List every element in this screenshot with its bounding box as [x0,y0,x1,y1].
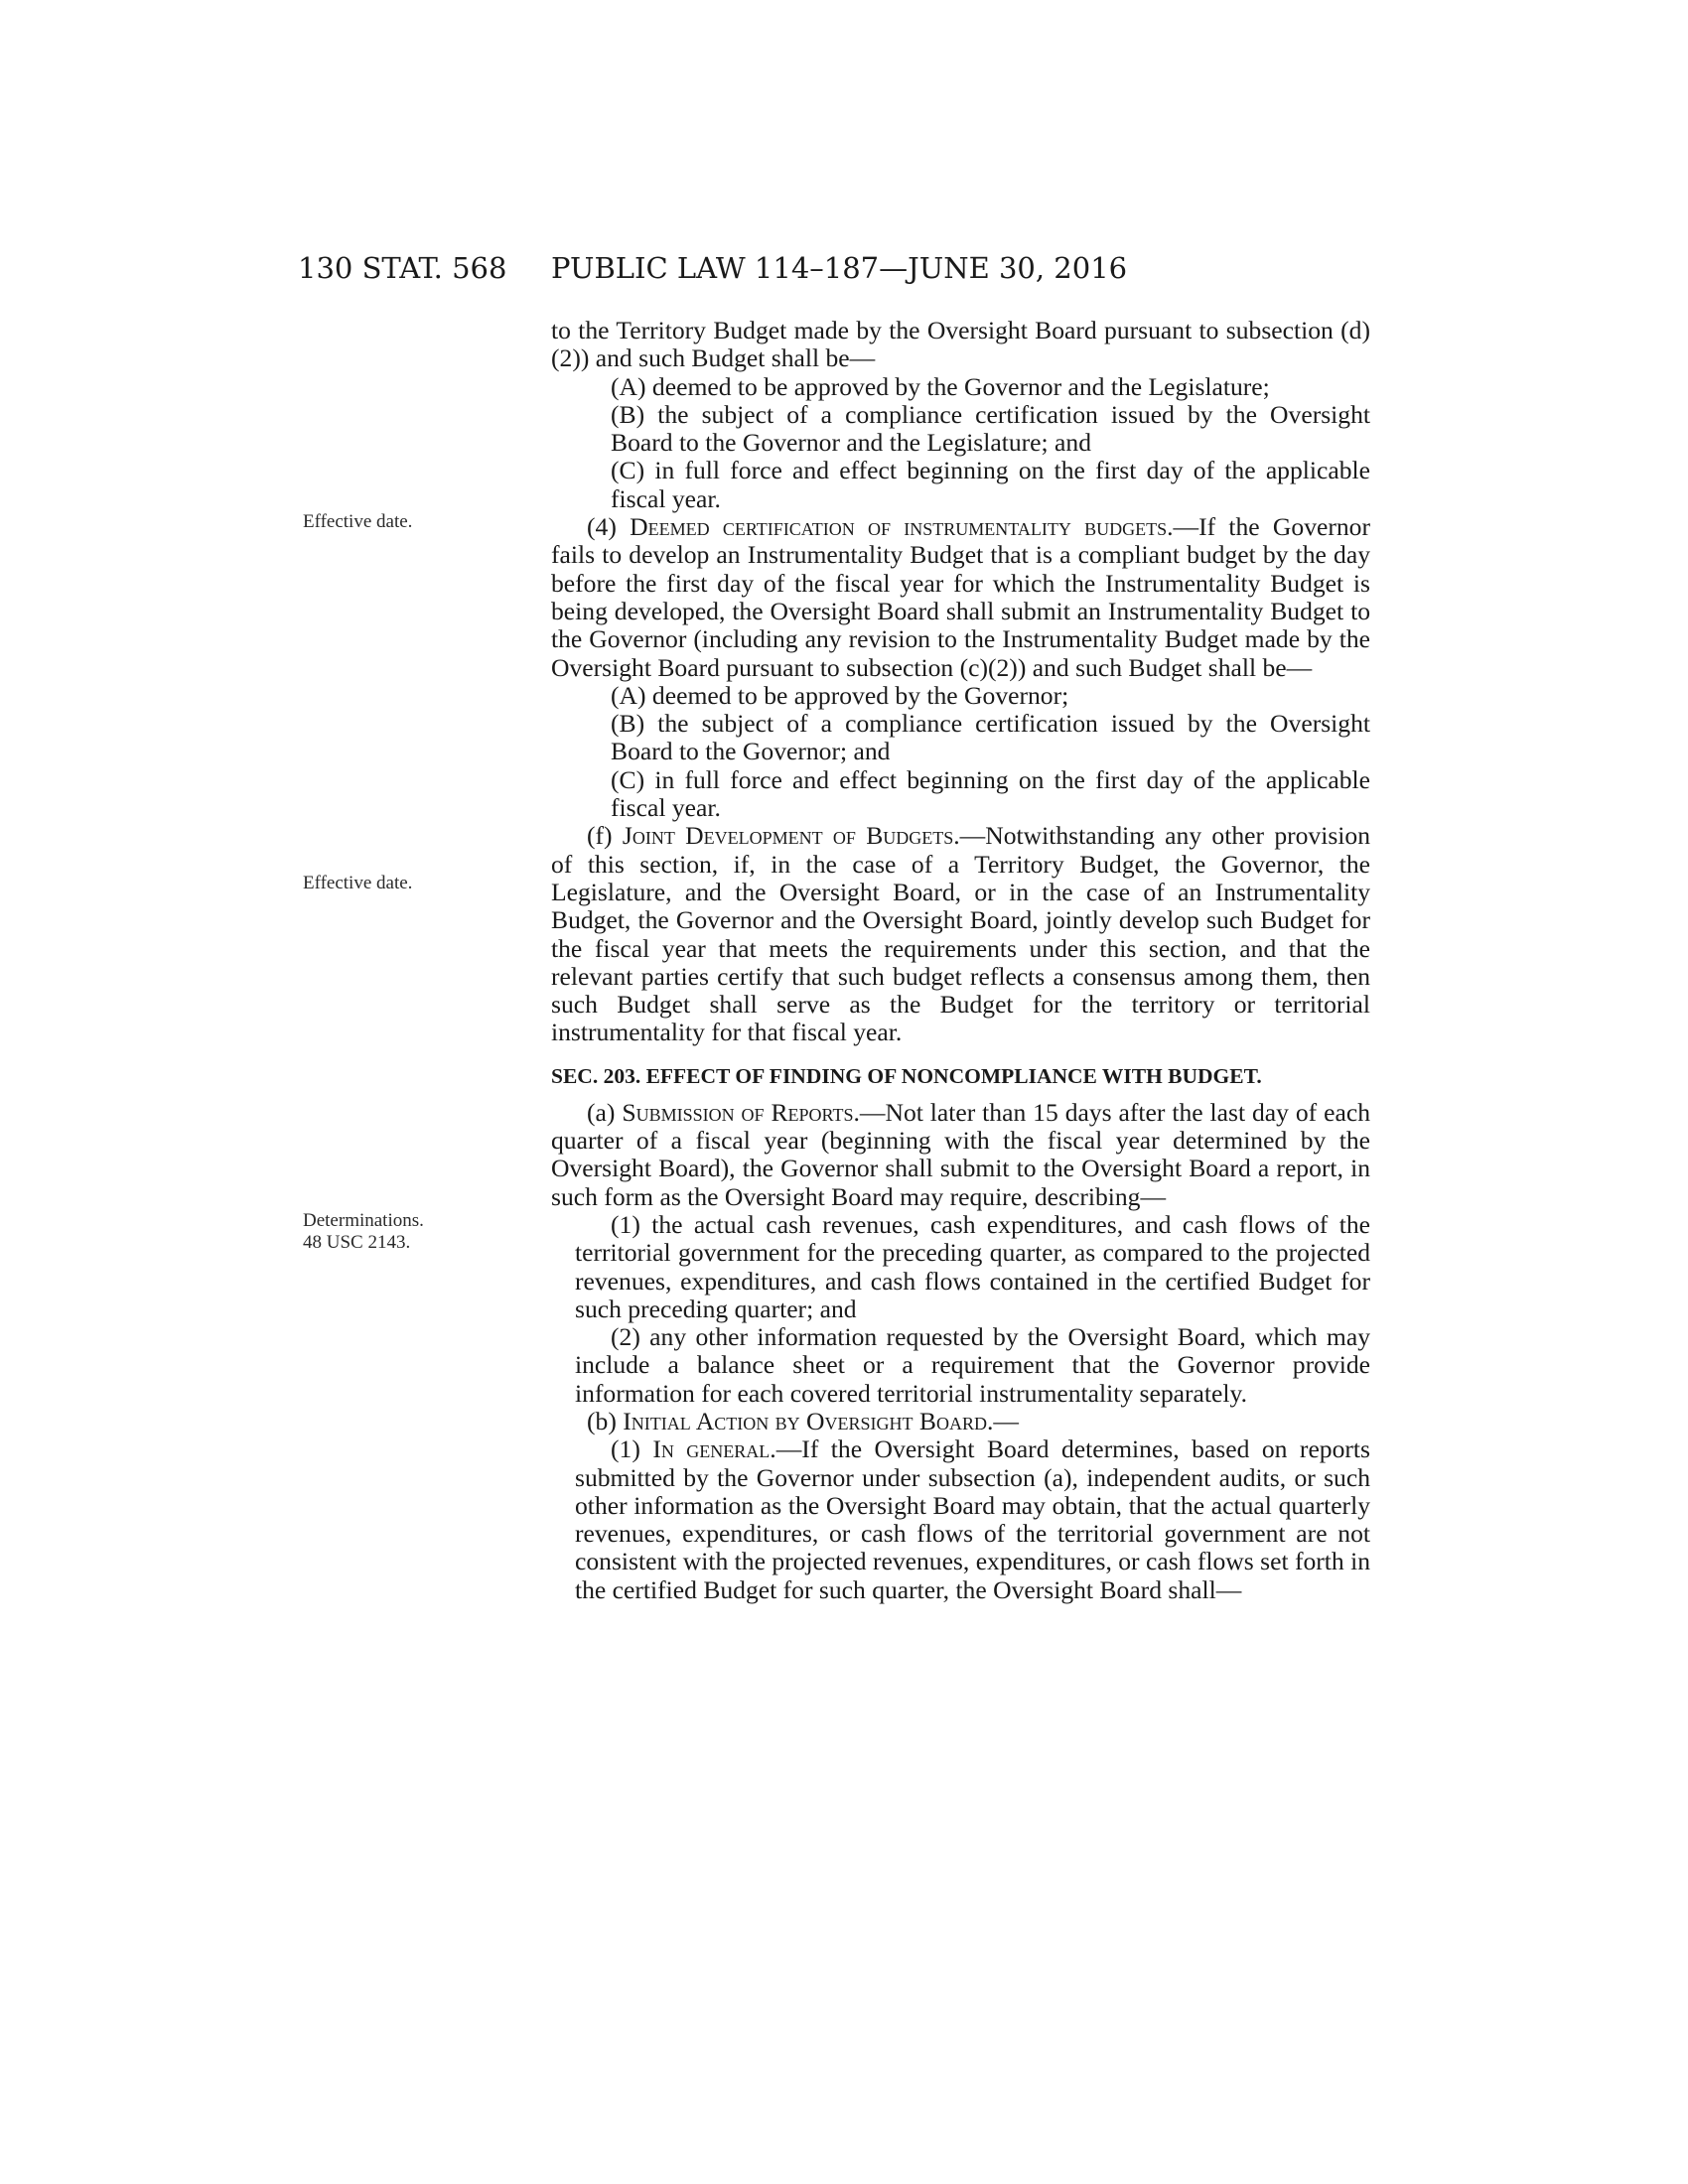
paragraph: to the Territory Budget made by the Oversight Board pursuant to subsection (d)(2)) and such Budget shall be— [551,316,1370,373]
clause-c: (C) in full force and effect beginning on the first day of the applicable fiscal year. [611,764,1370,823]
paragraph-1: (1) the actual cash revenues, cash expenditures, and cash flows of the territorial government for the preceding quarter, as compared to the projected revenues, expenditures, and cash flows contained in the certified Budget for such preceding quarter; and [575,1209,1370,1323]
subsection-heading: Joint Development of Budgets. [622,821,960,851]
paragraph-2: (2) any other information requested by the Oversight Board, which may include a balance sheet or a requirement that the Governor provide information for each covered territorial instrumentality separately. [575,1322,1370,1408]
paragraph-text: —If the Oversight Board determines, based on reports submitted by the Governor under subsection (a), independent audits, or such other information as the Oversight Board may obtain, that the actual quarterly revenues, expenditures, or cash flows of the territorial government are not consistent with the projected revenues, expenditures, or cash flows set forth in the certified Budget for such quarter, the Oversight Board shall— [575,1434,1371,1604]
running-head-title: PUBLIC LAW 114–187—JUNE 30, 2016 [551,251,1128,285]
subsection-a [551,1099,1370,1211]
subsection-letter: (b) [587,1406,617,1435]
statute-text-column [551,317,1370,1604]
stat-page-number: 130 STAT. 568 [298,251,507,285]
subsection-f [551,822,1370,1046]
subsection-text: —Notwithstanding any other provision of this section, if, in the case of a Territory Budget, the Governor, the Legislature, and the Oversight Board, or in the case of an Instrumentality Budget, the Governor and the Oversight Board, jointly develop such Budget for the fiscal year that meets the requirements under this section, and that the relevant parties certify that such budget reflects a consensus among them, then such Budget shall serve as the Budget for the territory or territorial instrumentality for that fiscal year. [551,821,1371,1047]
subsection-text: — [993,1406,1019,1435]
section-heading: SEC. 203. EFFECT OF FINDING OF NONCOMPLIANCE WITH BUDGET. [551,1063,1262,1088]
clause-c: (C) in full force and effect beginning on the first day of the applicable fiscal year. [611,456,1370,513]
paragraph-4 [551,513,1370,682]
subsection-letter: (f) [587,821,613,851]
subsection-b [551,1408,1370,1435]
margin-note-usc-citation: 48 USC 2143. [303,1232,411,1253]
paragraph-text: —If the Governor fails to develop an Instrumentality Budget that is a compliant budget by the day before the first day of the fiscal year for which the Instrumentality Budget is being developed, the Oversight Board shall submit an Instrumentality Budget to the Governor (including any revision to the Instrumentality Budget made by the Oversight Board pursuant to subsection (c)(2)) and such Budget shall be— [551,512,1371,682]
page-header [298,248,1370,288]
margin-note-effective-date: Effective date. [303,511,413,532]
margin-note-effective-date: Effective date. [303,873,413,893]
clause-a: (A) deemed to be approved by the Governor and the Legislature; [611,371,1270,401]
paragraph-1 [551,1435,1370,1604]
subsection-heading: Initial Action by Oversight Board. [623,1406,994,1435]
clause-b: (B) the subject of a compliance certification issued by the Oversight Board to the Governor and the Legislature; and [611,399,1370,458]
paragraph-heading: Deemed certification of instrumentality budgets. [630,512,1174,542]
clause-b: (B) the subject of a compliance certification issued by the Oversight Board to the Governor; and [611,709,1370,766]
margin-note-determinations: Determinations. [303,1210,424,1231]
subsection-text: —Not later than 15 days after the last day of each quarter of a fiscal year (beginning with the fiscal year determined by the Oversight Board), the Governor shall submit to the Oversight Board a report, in such form as the Oversight Board may require, describing— [551,1097,1371,1211]
paragraph-number: (4) [587,512,617,542]
paragraph-number: (1) [611,1434,640,1464]
paragraph-heading: In general. [652,1434,776,1464]
clause-a: (A) deemed to be approved by the Governor; [611,680,1069,710]
subsection-letter: (a) [587,1097,616,1127]
subsection-heading: Submission of Reports. [622,1097,860,1127]
